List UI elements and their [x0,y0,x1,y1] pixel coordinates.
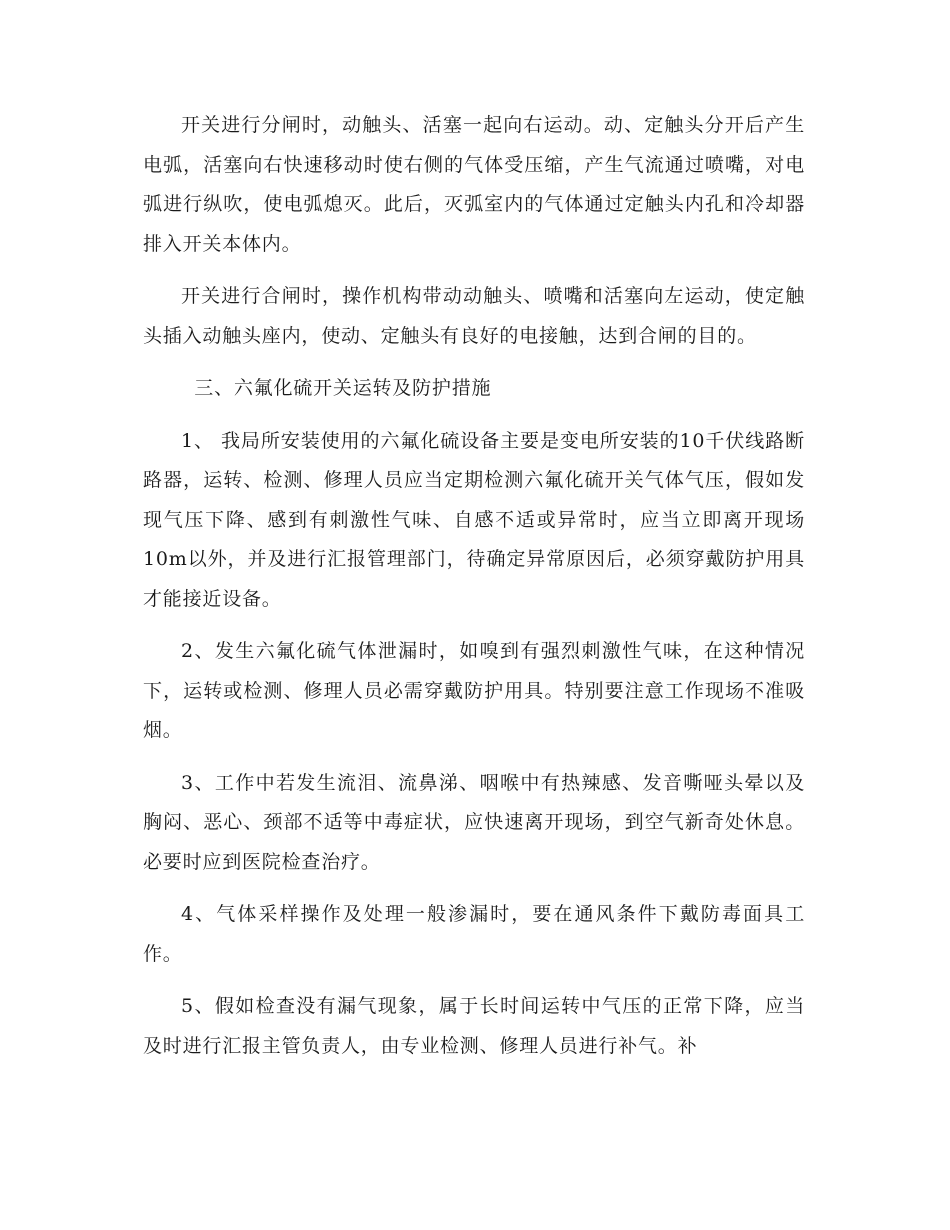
list-item-2: 2、发生六氟化硫气体泄漏时，如嗅到有强烈刺激性气味，在这种情况下，运转或检测、修理人员必需穿戴防护用具。特别要注意工作现场不准吸烟。 [143,640,805,741]
list-item-3: 3、工作中若发生流泪、流鼻涕、咽喉中有热辣感、发音嘶哑头晕以及胸闷、恶心、颈部不适等中毒症状，应快速离开现场，到空气新奇处休息。必要时应到医院检查治疗。 [143,771,805,873]
paragraph-closing-process: 开关进行合闸时，操作机构带动动触头、喷嘴和活塞向左运动，使定触头插入动触头座内，使动、定触头有良好的电接触，达到合闸的目的。 [143,285,805,347]
list-item-5: 5、假如检查没有漏气现象，属于长时间运转中气压的正常下降，应当及时进行汇报主管负责人，由专业检测、修理人员进行补气。补 [143,995,805,1057]
list-item-1: 1、 我局所安装使用的六氟化硫设备主要是变电所安装的10千伏线路断路器，运转、检测、修理人员应当定期检测六氟化硫开关气体气压，假如发现气压下降、感到有刺激性气味、自感不适或异常时，应当立即离开现场10m以外，并及进行汇报管理部门，待确定异常原因后，必须穿戴防护用具才能接近设备。 [143,429,805,610]
paragraph-opening-process: 开关进行分闸时，动触头、活塞一起向右运动。动、定触头分开后产生电弧，活塞向右快速移动时使右侧的气体受压缩，产生气流通过喷嘴，对电弧进行纵吹，使电弧熄灭。此后，灭弧室内的气体通过定触头内孔和冷却器排入开关本体内。 [143,114,805,255]
list-item-4: 4、气体采样操作及处理一般渗漏时，要在通风条件下戴防毒面具工作。 [143,903,805,965]
section-heading: 三、六氟化硫开关运转及防护措施 [194,377,492,399]
document-body [143,106,805,1079]
